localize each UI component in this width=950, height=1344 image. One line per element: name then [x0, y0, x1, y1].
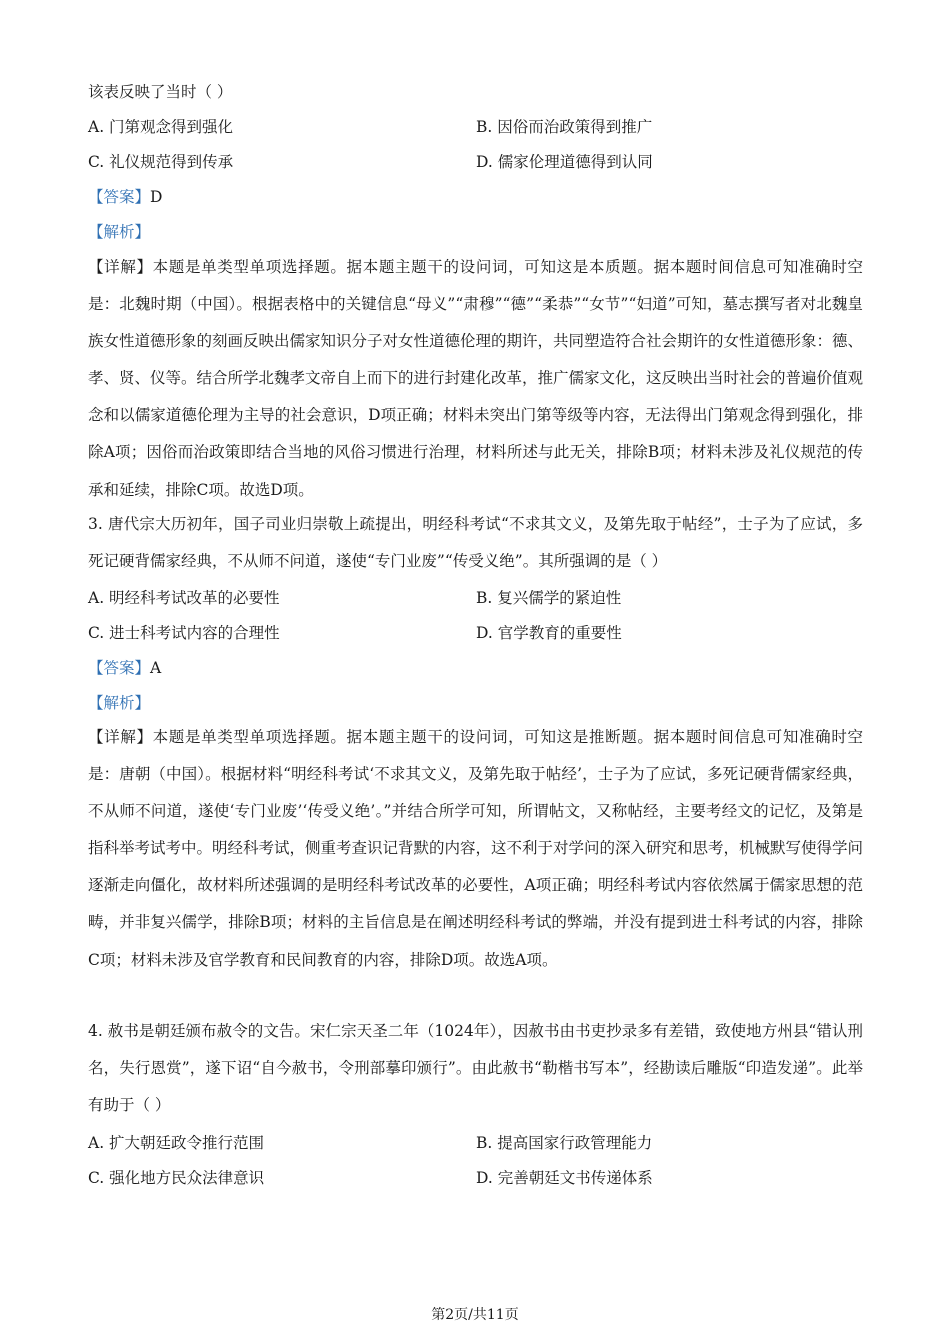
analysis-tag: 【解析】 [88, 694, 151, 712]
q3-option-a: A. 明经科考试改革的必要性 [88, 589, 280, 607]
q4-option-b: B. 提高国家行政管理能力 [476, 1134, 653, 1152]
q3-option-d: D. 官学教育的重要性 [476, 624, 622, 642]
q3-answer [88, 658, 161, 678]
detail-text: 本题是单类型单项选择题。据本题主题干的设问词，可知这是推断题。据本题时间信息可知准确时空是：唐朝（中国）。根据材料“明经科考试‘不求其文义，及第先取于帖经’，士子为了应试，多死记硬背儒家经典，不从师不问道，遂使‘专门业废’‘传受义绝’。”并结合所学可知，所谓帖文，又称帖经，主要考经文的记忆，及第是指科举考试考中。明经科考试，侧重考查识记背默的内容，这不利于对学问的深入研究和思考，机械默写使得学问逐渐走向僵化，故材料所述强调的是明经科考试改革的必要性，A项正确；明经科考试内容依然属于儒家思想的范畴，并非复兴儒学，排除B项；材料的主旨信息是在阐述明经科考试的弊端，并没有提到进士科考试的内容，排除C项；材料未涉及官学教育和民间教育的内容，排除D项。故选A项。 [88, 728, 864, 969]
q2-analysis-heading [88, 222, 150, 242]
analysis-tag: 【解析】 [88, 223, 151, 241]
q4-option-d: D. 完善朝廷文书传递体系 [476, 1169, 653, 1187]
q4-option-a: A. 扩大朝廷政令推行范围 [88, 1134, 265, 1152]
q2-answer [88, 187, 162, 207]
q2-option-d: D. 儒家伦理道德得到认同 [476, 153, 653, 171]
q4-option-c: C. 强化地方民众法律意识 [88, 1169, 265, 1187]
detail-tag: 【详解】 [88, 258, 153, 276]
q2-detail-paragraph [88, 249, 863, 509]
q3-stem: 3. 唐代宗大历初年，国子司业归崇敬上疏提出，明经科考试“不求其文义，及第先取于帖经”，士子为了应试，多死记硬背儒家经典，不从师不问道，遂使“专门业废”“传受义绝”。其所强调的是（ ） [88, 515, 863, 571]
q3-detail-paragraph [88, 719, 863, 979]
question-stem-intro: 该表反映了当时（ ） [88, 83, 233, 101]
answer-tag: 【答案】 [88, 188, 151, 206]
detail-text: 本题是单类型单项选择题。据本题主题干的设问词，可知这是本质题。据本题时间信息可知准确时空是：北魏时期（中国）。根据表格中的关键信息“母义”“肃穆”“德”“柔恭”“女节”“妇道”可知，墓志撰写者对北魏皇族女性道德形象的刻画反映出儒家知识分子对女性道德伦理的期许，共同塑造符合社会期许的女性道德形象：德、孝、贤、仪等。结合所学北魏孝文帝自上而下的进行封建化改革，推广儒家文化，这反映出当时社会的普遍价值观念和以儒家道德伦理为主导的社会意识，D项正确；材料未突出门第等级等内容，无法得出门第观念得到强化，排除A项；因俗而治政策即结合当地的风俗习惯进行治理，材料所述与此无关，排除B项；材料未涉及礼仪规范的传承和延续，排除C项。故选D项。 [88, 258, 864, 499]
q3-analysis-heading [88, 693, 150, 713]
q2-option-a: A. 门第观念得到强化 [88, 118, 234, 136]
detail-tag: 【详解】 [88, 728, 153, 746]
q4-stem: 4. 赦书是朝廷颁布赦令的文告。宋仁宗天圣二年（1024年），因赦书由书吏抄录多有差错，致使地方州县“错认刑名，失行恩赏”，遂下诏“自今赦书，令刑部摹印颁行”。由此赦书“勒楷书写本”，经勘读后雕版“印造发递”。此举有助于（ ） [88, 1022, 863, 1115]
q3-option-c: C. 进士科考试内容的合理性 [88, 624, 280, 642]
q3-option-b: B. 复兴儒学的紧迫性 [476, 589, 622, 607]
q2-option-b: B. 因俗而治政策得到推广 [476, 118, 653, 136]
answer-tag: 【答案】 [88, 659, 151, 677]
q2-option-c: C. 礼仪规范得到传承 [88, 153, 234, 171]
page-number-footer: 第2页/共11页 [431, 1307, 519, 1323]
answer-value: D [150, 188, 163, 206]
answer-value: A [150, 659, 162, 677]
